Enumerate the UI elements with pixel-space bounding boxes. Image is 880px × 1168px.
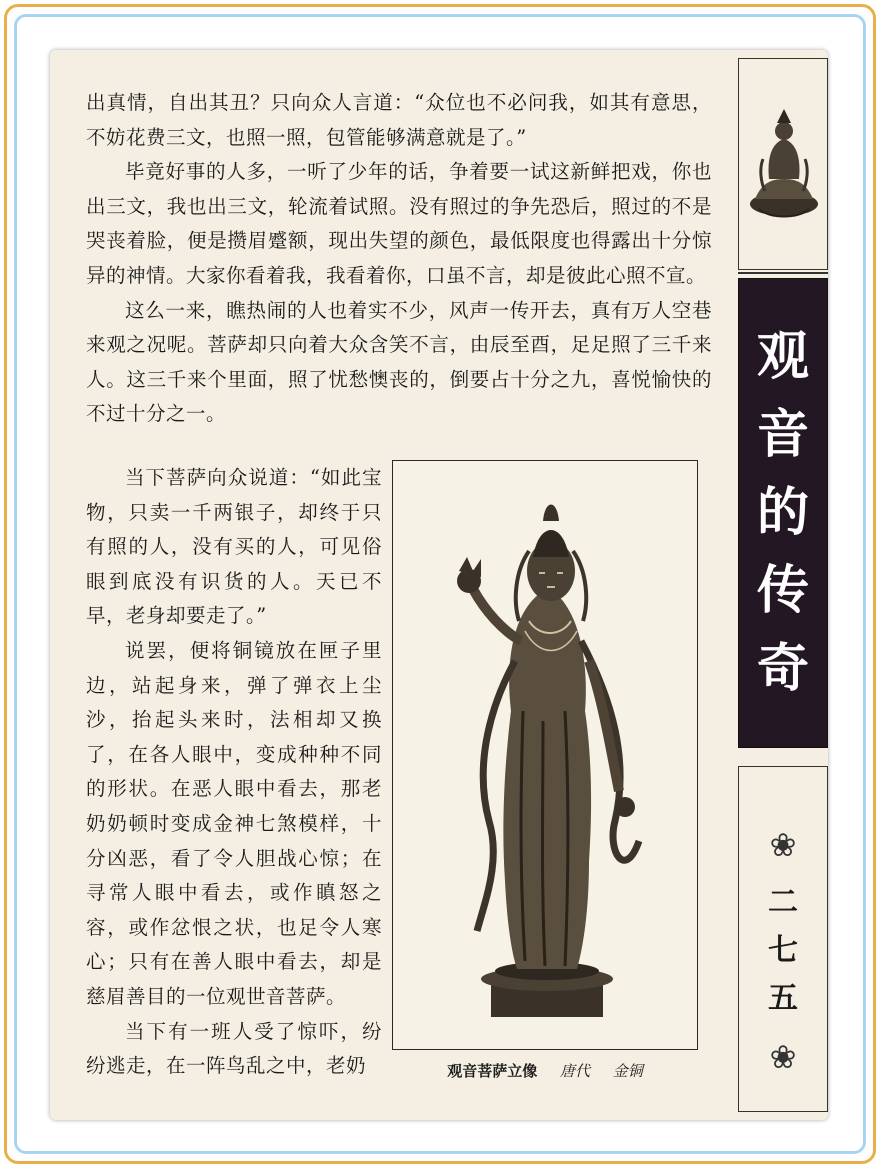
caption-title: 观音菩萨立像	[447, 1062, 538, 1080]
title-char-5: 奇	[756, 638, 809, 699]
title-char-2: 音	[756, 404, 809, 465]
body-text-wrapped	[86, 461, 382, 1084]
guanyin-seated-icon	[739, 59, 828, 271]
paragraph-2: 毕竟好事的人多，一听了少年的话，争着要一试这新鲜把戏，你也出三文，我也出三文，轮流着试照。没有照过的争先恐后，照过的不是哭丧着脸，便是攒眉蹙额，现出失望的颜色，最低限度也得露出十分惊异的神情。大家你看着我，我看着你，口虽不言，却是彼此心照不宣。	[86, 160, 712, 287]
book-title-band	[738, 278, 828, 748]
page-number	[768, 879, 798, 1023]
paragraph-4: 当下菩萨向众说道：“如此宝物，只卖一千两银子，却终于只有照的人，没有买的人，可见俗眼到底没有识货的人。天已不早，老身却要走了。”	[86, 466, 382, 628]
paragraph-3: 这么一来，瞧热闹的人也着实不少，风声一传开去，真有万人空巷来观之况呢。菩萨却只向着大众含笑不言，由辰至酉，足足照了三千来人。这三千来个里面，照了忧愁懊丧的，倒要占十分之九，喜悦愉快的不过十分之一。	[86, 298, 712, 426]
paragraph-1: 出真情，自出其丑？只向众人言道：“众位也不必问我，如其有意思，不妨花费三文，也照一照，包管能够满意就是了。”	[86, 91, 712, 149]
paragraph-5: 说罢，便将铜镜放在匣子里边，站起身来，弹了弹衣上尘沙，抬起头来时，法相却又换了，在各人眼中，变成种种不同的形状。在恶人眼中看去，那老奶奶顿时变成金神七煞模样，十分凶恶，看了令人胆战心惊；在寻常人眼中看去，或作瞋怒之容，或作忿恨之状，也足令人寒心；只有在善人眼中看去，却是慈眉善目的一位观世音菩萨。	[86, 638, 382, 1008]
body-text-top	[86, 86, 712, 432]
title-char-3: 的	[756, 482, 809, 543]
title-char-1: 观	[756, 326, 809, 387]
caption-era: 唐代	[559, 1062, 590, 1080]
page-number-panel	[738, 766, 828, 1112]
page-number-char-2: 七	[768, 933, 798, 968]
title-char-4: 传	[756, 560, 809, 621]
guanyin-statue-figure	[392, 460, 698, 1050]
book-page	[50, 50, 828, 1120]
flower-icon: ❀	[769, 826, 797, 864]
paragraph-6: 当下有一班人受了惊吓，纷纷逃走，在一阵鸟乱之中，老奶	[86, 1019, 382, 1078]
sidebar-emblem-panel	[738, 58, 828, 270]
page-number-char-3: 五	[768, 981, 798, 1016]
flower-icon: ❀	[769, 1038, 797, 1076]
figure-caption	[392, 1060, 698, 1081]
guanyin-statue-image	[393, 461, 699, 1051]
page-number-char-1: 二	[768, 885, 798, 920]
caption-material: 金铜	[612, 1062, 643, 1080]
